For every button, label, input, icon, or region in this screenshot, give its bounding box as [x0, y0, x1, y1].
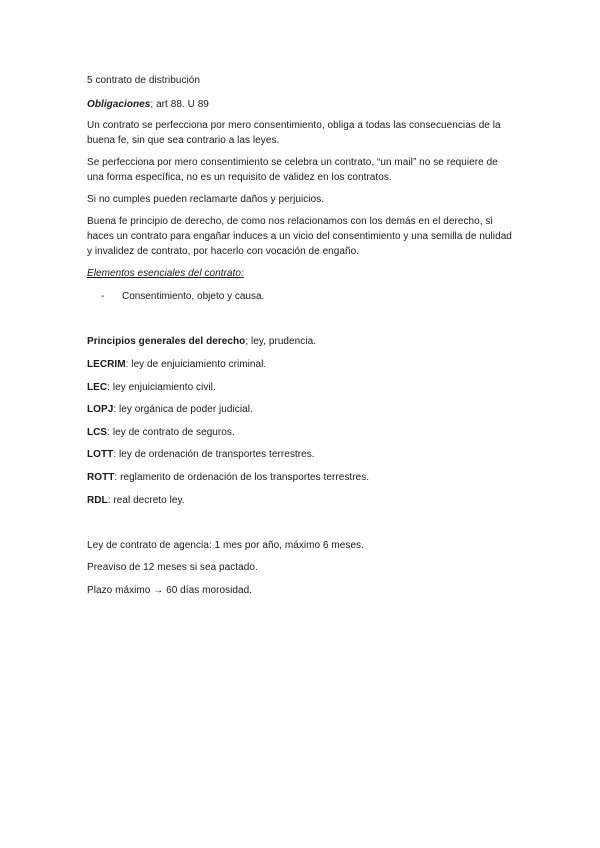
- abbr-line: [87, 470, 517, 485]
- elementos-heading: Elementos esenciales del contrato:: [87, 268, 244, 279]
- bullet-item: Consentimiento, objeto y causa.: [122, 291, 265, 302]
- abbr-line: [87, 447, 517, 462]
- paragraph-consentimiento: Se perfecciona por mero consentimiento se celebra un contrato, “un mail” no se requiere de una forma específica, no es un requisito de validez en los contratos.: [87, 157, 498, 183]
- principios-line: [87, 334, 517, 349]
- abbr-line: [87, 425, 517, 440]
- obligaciones-label: Obligaciones: [87, 99, 151, 110]
- principios-label: Principios generales del derecho: [87, 336, 246, 347]
- paragraph-perfecciona: Un contrato se perfecciona por mero consentimiento, obliga a todas las consecuencias de la buena fe, sin que sea contrario a las leyes.: [87, 120, 501, 146]
- abbr-line: [87, 402, 517, 417]
- abbr-definition: : ley de contrato de seguros.: [107, 427, 235, 438]
- principios-rest: ; ley, prudencia.: [245, 336, 317, 347]
- preaviso-line: Preaviso de 12 meses si sea pactado.: [87, 562, 258, 573]
- abbr-definition: : reglamento de ordenación de los transportes terrestres.: [114, 472, 370, 483]
- abbr-term: LOPJ: [87, 404, 114, 415]
- abbr-definition: : ley de ordenación de transportes terrestres.: [113, 449, 315, 460]
- abbr-line: [87, 493, 517, 508]
- abbr-term: LCS: [87, 427, 108, 438]
- abbr-definition: : ley orgánica de poder judicial.: [113, 404, 253, 415]
- obligaciones-line: [87, 97, 517, 112]
- abbr-term: LECRIM: [87, 359, 126, 370]
- paragraph-buena-fe: Buena fe principio de derecho, de como nos relacionamos con los demás en el derecho, si haces un contrato para engañar induces a un vicio del consentimiento y una semilla de nulidad y invalidez de contrato, por hacerlo con vocación de engaño.: [87, 216, 512, 257]
- abbr-term: LOTT: [87, 449, 114, 460]
- paragraph-danos: Si no cumples pueden reclamarte daños y perjuicios.: [87, 194, 325, 205]
- abbr-term: RDL: [87, 495, 108, 506]
- agencia-line: Ley de contrato de agencia: 1 mes por año, máximo 6 meses.: [87, 540, 364, 551]
- plazo-line: Plazo máximo → 60 días morosidad.: [87, 585, 253, 596]
- abbr-definition: : ley enjuiciamiento civil.: [107, 382, 216, 393]
- abbr-term: ROTT: [87, 472, 115, 483]
- abbr-line: [87, 357, 517, 372]
- bullet-dash: -: [101, 291, 105, 302]
- abbr-definition: : ley de enjuiciamiento criminal.: [125, 359, 267, 370]
- abbr-definition: : real decreto ley.: [107, 495, 185, 506]
- obligaciones-ref: ; art 88. U 89: [150, 99, 209, 110]
- abbr-term: LEC: [87, 382, 108, 393]
- abbr-line: [87, 380, 517, 395]
- document-title: 5 contrato de distribución: [87, 75, 201, 86]
